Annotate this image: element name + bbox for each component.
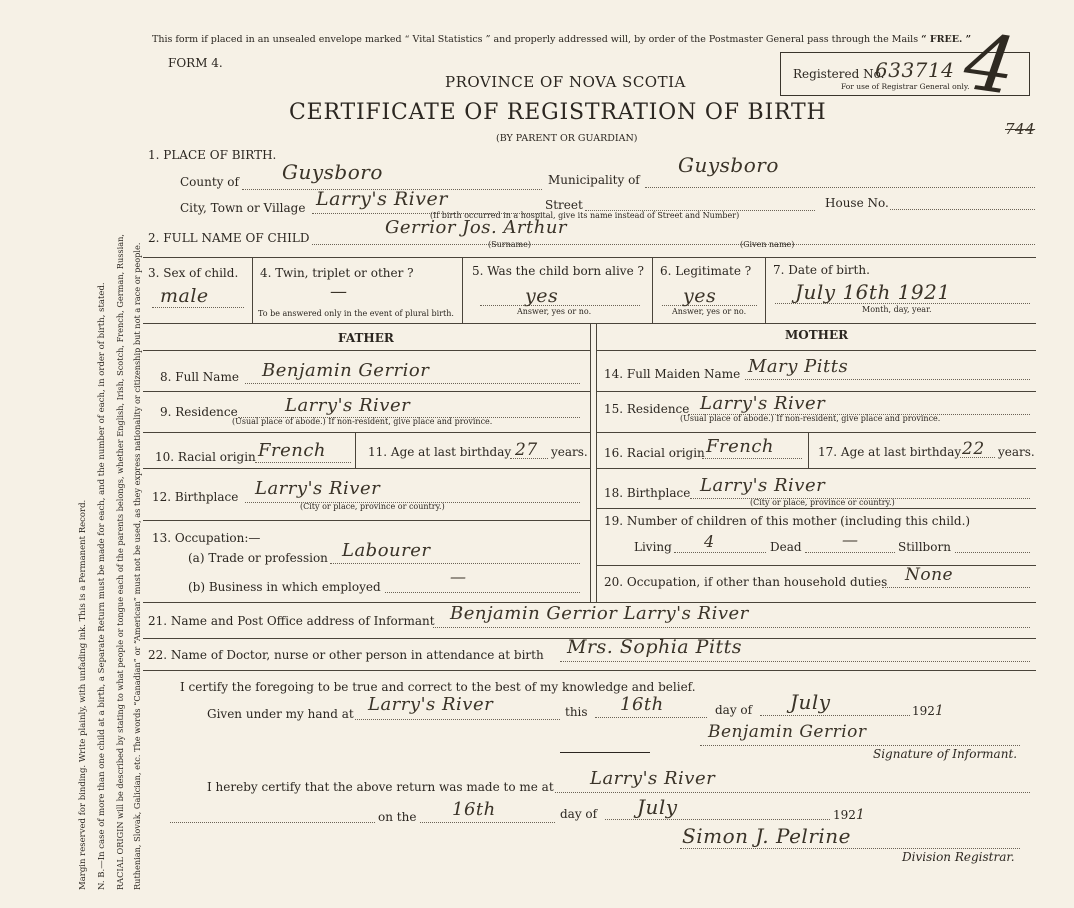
mother-occupation-label: 20. Occupation, if other than household duties bbox=[604, 575, 888, 589]
alive-note: Answer, yes or no. bbox=[517, 307, 592, 316]
mother-rule bbox=[596, 432, 1036, 433]
informant-label: 21. Name and Post Office address of Informant bbox=[148, 614, 435, 628]
mother-racial-value: French bbox=[706, 436, 775, 457]
form-number: FORM 4. bbox=[168, 56, 223, 70]
registrar-month-line bbox=[605, 819, 830, 820]
mother-birthplace-label: 18. Birthplace bbox=[604, 486, 691, 500]
father-age-value: 27 bbox=[515, 440, 538, 460]
mother-age-divider bbox=[808, 432, 809, 468]
mother-rule bbox=[596, 468, 1036, 469]
municipality-label: Municipality of bbox=[548, 173, 640, 187]
parents-center-divider bbox=[596, 323, 597, 602]
county-label: County of bbox=[180, 175, 239, 189]
mother-occupation-line bbox=[882, 587, 1030, 588]
father-business-label: (b) Business in which employed bbox=[188, 580, 381, 594]
registrar-lead-line bbox=[170, 822, 375, 823]
father-name-value: Benjamin Gerrior bbox=[262, 360, 430, 381]
father-birthplace-label: 12. Birthplace bbox=[152, 490, 239, 504]
father-racial-label: 10. Racial origin bbox=[155, 450, 256, 464]
father-rule bbox=[143, 432, 590, 433]
given-month-value: July bbox=[790, 690, 831, 714]
registrar-day-line bbox=[420, 822, 555, 823]
registrar-signature: Simon J. Pelrine bbox=[682, 824, 851, 848]
living-label: Living bbox=[634, 540, 672, 554]
father-rule bbox=[143, 520, 590, 521]
child-name-value: Gerrior Jos. Arthur bbox=[385, 217, 568, 238]
row-top-rule bbox=[143, 257, 1036, 258]
father-business-line bbox=[385, 592, 580, 593]
father-age-unit: years. bbox=[551, 445, 588, 459]
stillborn-line bbox=[955, 552, 1030, 553]
col-divider bbox=[652, 257, 653, 323]
father-racial-line bbox=[255, 462, 351, 463]
margin-line-3: RACIAL ORIGIN will be described by stating to what people or tongue each of the parents belongs, whether English, Irish, Scotch, French, German, Russian, bbox=[115, 233, 125, 890]
child-name-line bbox=[312, 244, 1035, 245]
father-racial-value: French bbox=[258, 440, 327, 461]
twin-label: 4. Twin, triplet or other ? bbox=[260, 266, 414, 280]
registrar-year bbox=[833, 807, 865, 823]
mother-rule bbox=[596, 508, 1036, 509]
legitimate-label: 6. Legitimate ? bbox=[660, 264, 752, 278]
father-heading: FATHER bbox=[338, 331, 394, 345]
mother-birthplace-note: (City or place, province or country.) bbox=[750, 498, 895, 507]
margin-line-2: N. B.—In case of more than one child at a birth, a Separate Return must be made for each, and the number of each, in order of birth, stated. bbox=[97, 282, 107, 890]
postal-notice-free: “ FREE. ” bbox=[921, 34, 972, 45]
mother-heading: MOTHER bbox=[785, 328, 849, 342]
living-line bbox=[674, 552, 766, 553]
living-value: 4 bbox=[704, 532, 715, 551]
mother-age-unit: years. bbox=[998, 445, 1035, 459]
registrar-year-prefix: 192 bbox=[833, 808, 856, 822]
father-residence-note: (Usual place of abode.) If non-resident, give place and province. bbox=[232, 417, 493, 426]
corner-number: 744 bbox=[1005, 120, 1036, 138]
father-trade-value: Labourer bbox=[342, 540, 431, 561]
dead-value: — bbox=[842, 530, 859, 549]
given-under-label: Given under my hand at bbox=[207, 707, 354, 721]
col-divider bbox=[462, 257, 463, 323]
mother-age-value: 22 bbox=[962, 439, 985, 459]
father-age-divider bbox=[355, 432, 356, 468]
doctor-rule bbox=[143, 670, 1036, 671]
mother-residence-note: (Usual place of abode.) If non-resident, give place and province. bbox=[680, 414, 941, 423]
mother-rule bbox=[596, 565, 1036, 566]
given-day-value: 16th bbox=[620, 694, 664, 715]
informant-signature-line bbox=[700, 745, 1020, 746]
mother-occupation-value: None bbox=[905, 565, 954, 585]
mother-racial-label: 16. Racial origin bbox=[604, 446, 705, 460]
city-value: Larry's River bbox=[316, 188, 448, 210]
father-trade-line bbox=[330, 563, 580, 564]
street-label: Street bbox=[545, 198, 583, 212]
doctor-value: Mrs. Sophia Pitts bbox=[567, 636, 743, 658]
informant-line bbox=[433, 627, 1030, 628]
alive-line bbox=[480, 305, 640, 306]
mother-heading-rule bbox=[596, 350, 1036, 351]
registrar-use-note: For use of Registrar General only. bbox=[841, 82, 970, 91]
date-value: July 16th 1921 bbox=[795, 280, 951, 304]
given-month-line bbox=[760, 715, 910, 716]
registered-number: 633714 bbox=[875, 58, 955, 82]
postal-notice-text: This form if placed in an unsealed envelope marked “ Vital Statistics ” and properly addressed will, by order of the Postmaster General pass through the Mails bbox=[152, 34, 919, 45]
hospital-note: (If birth occurred in a hospital, give its name instead of Street and Number) bbox=[430, 211, 740, 220]
doctor-label: 22. Name of Doctor, nurse or other person in attendance at birth bbox=[148, 648, 544, 662]
city-label: City, Town or Village bbox=[180, 201, 306, 215]
legitimate-value: yes bbox=[683, 285, 717, 307]
mother-rule bbox=[596, 391, 1036, 392]
sex-value: male bbox=[160, 285, 209, 307]
signature-stroke bbox=[560, 752, 650, 753]
given-name-note: (Given name) bbox=[740, 240, 795, 249]
certificate-subtitle: (BY PARENT OR GUARDIAN) bbox=[496, 133, 638, 144]
mother-name-value: Mary Pitts bbox=[748, 356, 849, 377]
parents-center-divider bbox=[590, 323, 591, 602]
house-label: House No. bbox=[825, 196, 889, 210]
registrar-signature-line bbox=[680, 848, 1020, 849]
on-the-label: on the bbox=[378, 810, 417, 824]
father-heading-rule bbox=[143, 350, 590, 351]
registrar-place-line bbox=[555, 792, 1030, 793]
father-rule bbox=[143, 391, 590, 392]
mother-residence-label: 15. Residence bbox=[604, 402, 690, 416]
date-label: 7. Date of birth. bbox=[773, 263, 870, 277]
twin-note: To be answered only in the event of plural birth. bbox=[258, 309, 454, 318]
registrar-month-value: July bbox=[637, 795, 678, 819]
date-note: Month, day, year. bbox=[862, 305, 932, 314]
stillborn-label: Stillborn bbox=[898, 540, 951, 554]
postal-notice bbox=[152, 34, 971, 45]
father-business-value: — bbox=[450, 567, 467, 586]
alive-value: yes bbox=[525, 285, 559, 307]
certify-statement: I certify the foregoing to be true and correct to the best of my knowledge and belief. bbox=[180, 680, 696, 694]
margin-line-1: Margin reserved for binding. Write plainly, with unfading ink. This is a Permanent Record. bbox=[78, 499, 88, 890]
mother-name-label: 14. Full Maiden Name bbox=[604, 367, 741, 381]
municipality-line bbox=[645, 187, 1035, 188]
doctor-line bbox=[560, 661, 1030, 662]
certificate-title: CERTIFICATE OF REGISTRATION OF BIRTH bbox=[289, 100, 827, 125]
given-day-line bbox=[595, 717, 707, 718]
dead-line bbox=[805, 552, 895, 553]
given-place-value: Larry's River bbox=[368, 694, 494, 715]
province-heading: PROVINCE OF NOVA SCOTIA bbox=[445, 73, 686, 91]
corner-handwritten-mark: 4 bbox=[958, 16, 1022, 114]
registrar-place-value: Larry's River bbox=[590, 768, 716, 789]
registrar-day-of-label: day of bbox=[560, 807, 598, 821]
col-divider bbox=[252, 257, 253, 323]
given-place-line bbox=[355, 719, 560, 720]
mother-children-label: 19. Number of children of this mother (including this child.) bbox=[604, 514, 971, 528]
father-occupation-label: 13. Occupation:— bbox=[152, 531, 261, 545]
informant-value: Benjamin Gerrior Larry's River bbox=[450, 603, 749, 624]
house-line bbox=[890, 209, 1035, 210]
mother-racial-line bbox=[702, 458, 802, 459]
surname-note: (Surname) bbox=[488, 240, 531, 249]
father-birthplace-value: Larry's River bbox=[255, 478, 381, 499]
given-day-of-label: day of bbox=[715, 703, 753, 717]
child-name-label: 2. FULL NAME OF CHILD bbox=[148, 231, 310, 245]
county-value: Guysboro bbox=[282, 160, 383, 184]
place-heading: 1. PLACE OF BIRTH. bbox=[148, 148, 277, 162]
father-birthplace-note: (City or place, province or country.) bbox=[300, 502, 445, 511]
dead-label: Dead bbox=[770, 540, 802, 554]
legitimate-note: Answer, yes or no. bbox=[672, 307, 747, 316]
registrar-statement: I hereby certify that the above return was made to me at bbox=[207, 780, 554, 794]
this-label: this bbox=[565, 705, 588, 719]
father-name-line bbox=[245, 383, 580, 384]
registrar-signature-label: Division Registrar. bbox=[902, 850, 1015, 864]
municipality-value: Guysboro bbox=[678, 153, 779, 177]
informant-signature-label: Signature of Informant. bbox=[873, 747, 1018, 761]
registered-label: Registered No. bbox=[793, 67, 885, 81]
father-name-label: 8. Full Name bbox=[160, 370, 239, 384]
twin-value: — bbox=[330, 282, 348, 302]
margin-line-4: Ruthenian, Slovak, Galician, etc. The words “Canadian” or “American” must not be used, as they express nationality or citizenship but not a race or people. bbox=[132, 242, 142, 890]
sex-line bbox=[152, 307, 244, 308]
registrar-day-value: 16th bbox=[452, 799, 496, 820]
mother-age-label: 17. Age at last birthday bbox=[818, 445, 962, 459]
registrar-year-digit: 1 bbox=[855, 807, 866, 823]
father-residence-label: 9. Residence bbox=[160, 405, 238, 419]
given-year-digit: 1 bbox=[934, 703, 945, 719]
alive-label: 5. Was the child born alive ? bbox=[472, 264, 644, 278]
informant-signature: Benjamin Gerrior bbox=[708, 722, 867, 742]
father-rule bbox=[143, 468, 590, 469]
col-divider bbox=[765, 257, 766, 323]
father-age-label: 11. Age at last birthday bbox=[368, 445, 512, 459]
father-residence-value: Larry's River bbox=[285, 395, 411, 416]
sex-label: 3. Sex of child. bbox=[148, 266, 239, 280]
mother-birthplace-value: Larry's River bbox=[700, 475, 826, 496]
mother-residence-value: Larry's River bbox=[700, 393, 826, 414]
father-trade-label: (a) Trade or profession bbox=[188, 551, 328, 565]
given-year-prefix: 192 bbox=[912, 704, 935, 718]
given-year bbox=[912, 703, 944, 719]
mother-name-line bbox=[745, 379, 1030, 380]
